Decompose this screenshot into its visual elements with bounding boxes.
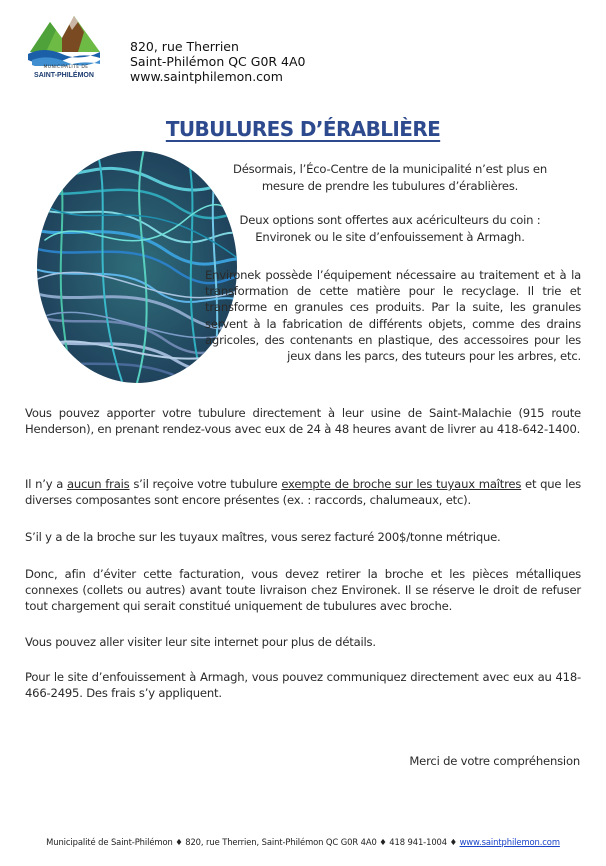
- mountains-and-waves-logo-icon: [22, 8, 106, 66]
- fees-suffix: et que les diverses composantes sont encore présentes (ex. : raccords, chalumeaux, etc).: [25, 477, 581, 508]
- options-line1: Deux options sont offertes aux acériculteurs du coin :: [239, 213, 541, 227]
- intro-line2: mesure de prendre les tubulures d’érablières.: [261, 179, 519, 193]
- removal-paragraph: Donc, afin d’éviter cette facturation, vous devez retirer la broche et les pièces métalliques connexes (collets ou autres) avant toute livraison chez Environek. Il se réserve le droit de refuser tout chargement qui serait constitué uniquement de tubulures avec broche.: [25, 567, 581, 614]
- footer-website-link[interactable]: www.saintphilemon.com: [459, 837, 560, 847]
- footer-text: Municipalité de Saint-Philémon ♦ 820, rue Therrien, Saint-Philémon QC G0R 4A0 ♦ 418 941-1004 ♦: [46, 837, 460, 847]
- header-address: [130, 39, 306, 84]
- footer: [0, 837, 606, 847]
- header-website: www.saintphilemon.com: [130, 69, 283, 84]
- fees-no-charge: aucun frais: [66, 477, 130, 491]
- logo-line1: MUNICIPALITÉ DE: [43, 65, 89, 70]
- fees-middle: s’il reçoive votre tubulure: [129, 477, 282, 491]
- closing-text: Merci de votre compréhension: [409, 754, 580, 768]
- page-title-text: TUBULURES D’ÉRABLIÈRE: [165, 117, 441, 141]
- delivery-paragraph: Vous pouvez apporter votre tubulure directement à leur usine de Saint-Malachie (915 route Henderson), en prenant rendez-vous avec eux de 24 à 48 heures avant de livrer au 418-642-1400.: [25, 406, 581, 437]
- municipality-logo: [22, 8, 106, 86]
- options-line2: Environek ou le site d’enfouissement à Armagh.: [255, 230, 525, 244]
- environek-paragraph: [205, 267, 581, 364]
- address-line1: 820, rue Therrien: [130, 39, 239, 54]
- environek-text: Environek possède l’équipement nécessaire au traitement et à la transformation de cette matière pour le recyclage. Il trie et transforme en granules ces produits. Par la suite, les granules servent à la fabrication de différents objets, comme des drains agricoles, des contenants en plastique, des accessoires pour les jeux dans les parcs, des tuteurs pour les arbres, etc.: [205, 268, 581, 364]
- armagh-paragraph: Pour le site d’enfouissement à Armagh, vous pouvez communiquez directement avec eux au 418-466-2495. Des frais s’y appliquent.: [25, 670, 581, 701]
- fees-paragraph: [25, 476, 581, 508]
- fees-prefix: Il n’y a: [25, 477, 67, 491]
- logo-line2: SAINT-PHILÉMON: [34, 72, 94, 79]
- website-note-paragraph: Vous pouvez aller visiter leur site internet pour plus de détails.: [25, 635, 376, 649]
- page-title: [0, 117, 606, 141]
- charge-paragraph: S’il y a de la broche sur les tuyaux maîtres, vous serez facturé 200$/tonne métrique.: [25, 530, 501, 544]
- fees-condition: exempte de broche sur les tuyaux maîtres: [281, 477, 522, 491]
- intro-line1: Désormais, l’Éco-Centre de la municipalité n’est plus en: [233, 162, 547, 176]
- address-line2: Saint-Philémon QC G0R 4A0: [130, 54, 306, 69]
